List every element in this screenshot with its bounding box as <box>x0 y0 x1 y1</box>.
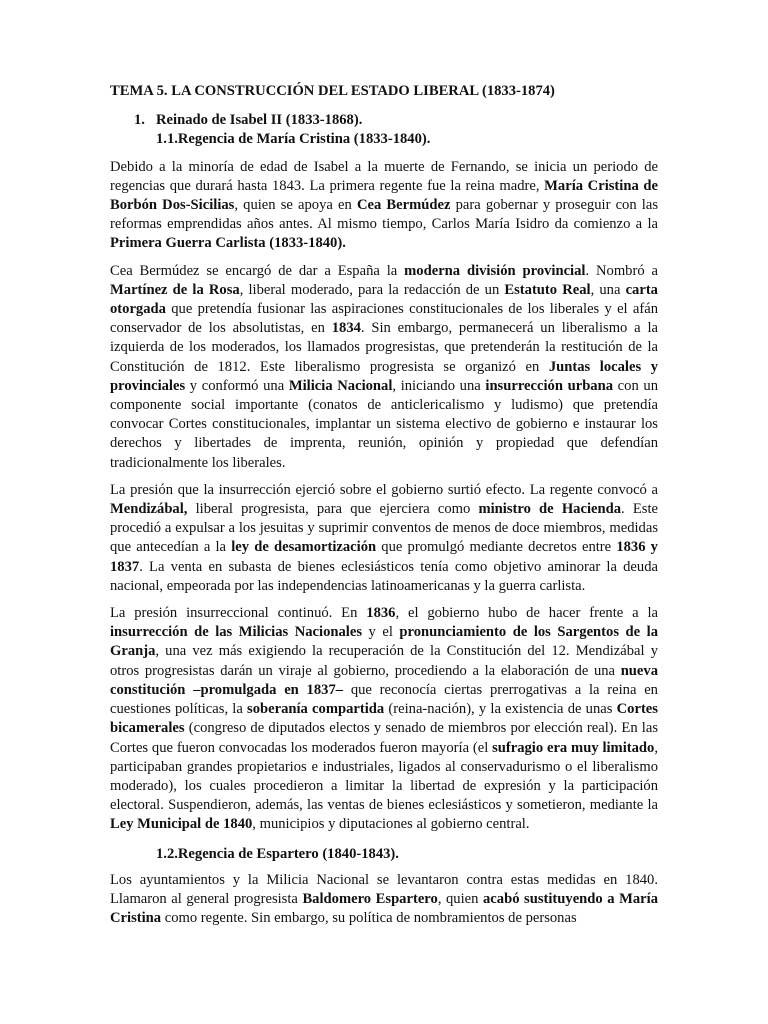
bold-emphasis: pronunciamiento de los Sargentos de la Granja <box>110 624 658 660</box>
paragraph: La presión que la insurrección ejerció sobre el gobierno surtió efecto. La regente convocó a Mendizábal, liberal progresista, para que ejerciera como ministro de Hacienda. Este procedió a expulsar a los jesuitas y suprimir conventos de menos de doce miembros, medidas que antecedían a la ley de desamortización que promulgó mediante decretos entre 1836 y 1837. La venta en subasta de bienes eclesiásticos tenía como objetivo aminorar la deuda nacional, empeorada por las independencias latinoamericanas y la guerra carlista. <box>110 481 658 594</box>
bold-emphasis: nueva constitución –promulgada en 1837– <box>110 662 658 698</box>
outline-item-1 <box>110 111 658 130</box>
body-paragraphs <box>110 158 658 835</box>
bold-emphasis: ministro de Hacienda <box>478 501 622 518</box>
bold-emphasis: Martínez de la Rosa <box>110 281 240 298</box>
bold-emphasis: insurrección de las Milicias Nacionales <box>110 624 363 641</box>
bold-emphasis: acabó sustituyendo a María Cristina <box>110 890 659 927</box>
section-outline <box>110 111 658 149</box>
bold-emphasis: Ley Municipal de 1840 <box>110 816 253 833</box>
bold-emphasis: Milicia Nacional <box>288 377 393 394</box>
outline-item-1-number: 1. <box>134 112 145 129</box>
bold-emphasis: 1836 <box>366 605 396 622</box>
bold-emphasis: sufragio era muy limitado <box>492 739 655 756</box>
subheading-regencia-espartero: 1.2.Regencia de Espartero (1840-1843). <box>156 845 399 862</box>
bold-emphasis: María Cristina de Borbón Dos-Sicilias <box>110 177 658 214</box>
bold-emphasis: Primera Guerra Carlista (1833-1840). <box>110 235 346 252</box>
bold-emphasis: Mendizábal, <box>110 501 188 518</box>
bold-emphasis: Cea Bermúdez <box>356 197 451 214</box>
bold-emphasis: insurrección urbana <box>485 377 614 394</box>
paragraph: La presión insurreccional continuó. En 1836, el gobierno hubo de hacer frente a la insurrección de las Milicias Nacionales y el pronunciamiento de los Sargentos de la Granja, una vez más exigiendo la recuperación de la Constitución del 12. Mendizábal y otros progresistas darán un viraje al gobierno, procediendo a la elaboración de una nueva constitución –promulgada en 1837– que reconocía ciertas prerrogativas a la reina en cuestiones políticas, la soberanía compartida (reina-nación), y la existencia de unas Cortes bicamerales (congreso de diputados electos y senado de miembros por elección real). En las Cortes que fueron convocadas los moderados fueron mayoría (el sufragio era muy limitado, participaban grandes propietarios e industriales, ligados al conservadurismo o el liberalismo moderado), los cuales procedieron a limitar la libertad de expresión y la participación electoral. Suspendieron, además, las ventas de bienes eclesiásticos y sometieron, mediante la Ley Municipal de 1840, municipios y diputaciones al gobierno central. <box>110 605 658 833</box>
paragraph: Cea Bermúdez se encargó de dar a España la moderna división provincial. Nombró a Martínez de la Rosa, liberal moderado, para la redacción de un Estatuto Real, una carta otorgada que pretendía fusionar las aspiraciones constitucionales de los liberales y el afán conservador de los absolutistas, en 1834. Sin embargo, permanecerá un liberalismo a la izquierda de los moderados, los llamados progresistas, que pretenderán la restitución de la Constitución de 1812. Este liberalismo progresista se organizó en Juntas locales y provinciales y conformó una Milicia Nacional, iniciando una insurrección urbana con un componente social importante (conatos de anticlericalismo y ludismo) que pretendía convocar Cortes constitucionales, implantar un sistema electivo de gobierno e instaurar los derechos y libertades de imprenta, reunión, opinión y propiedad que defendían tradicionalmente los liberales. <box>110 262 658 471</box>
bold-emphasis: soberanía compartida <box>247 701 385 718</box>
bold-emphasis: moderna división provincial <box>404 262 586 279</box>
paragraph: Debido a la minoría de edad de Isabel a la muerte de Fernando, se inicia un periodo de regencias que durará hasta 1843. La primera regente fue la reina madre, María Cristina de Borbón Dos-Sicilias, quien se apoya en Cea Bermúdez para gobernar y proseguir con las reformas emprendidas años antes. Al mismo tiempo, Carlos María Isidro da comienzo a la Primera Guerra Carlista (1833-1840). <box>110 158 659 252</box>
bold-emphasis: ley de desamortización <box>231 539 377 556</box>
document-title: TEMA 5. LA CONSTRUCCIÓN DEL ESTADO LIBERAL (1833-1874) <box>110 83 555 99</box>
bold-emphasis: carta otorgada <box>110 281 658 318</box>
bold-emphasis: 1836 y 1837 <box>110 539 658 575</box>
bold-emphasis: Baldomero Espartero <box>302 890 438 907</box>
paragraph: Los ayuntamientos y la Milicia Nacional se levantaron contra estas medidas en 1840. Llamaron al general progresista Baldomero Espartero, quien acabó sustituyendo a María Cristina como regente. Sin embargo, su política de nombramientos de personas <box>110 871 659 927</box>
bold-emphasis: Cortes bicamerales <box>110 701 658 737</box>
bold-emphasis: Juntas locales y provinciales <box>110 358 658 394</box>
bold-emphasis: 1834 <box>331 320 361 337</box>
document-page <box>110 82 658 936</box>
outline-item-1-1: 1.1.Regencia de María Cristina (1833-1840). <box>156 131 431 148</box>
bold-emphasis: Estatuto Real <box>504 281 591 298</box>
outline-item-1-text: Reinado de Isabel II (1833-1868). <box>156 112 363 129</box>
